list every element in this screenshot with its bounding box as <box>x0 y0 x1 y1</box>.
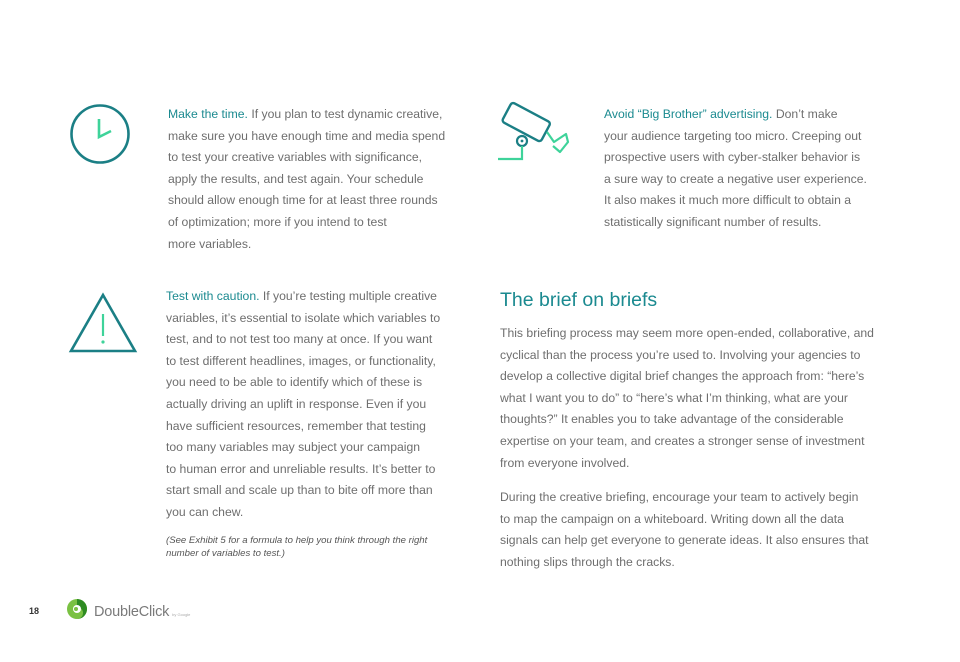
doubleclick-logo <box>66 598 190 625</box>
warning-icon <box>68 292 138 359</box>
doubleclick-swirl-icon <box>66 598 88 625</box>
brief-paragraph-1: This briefing process may seem more open-ended, collaborative, and cyclical than the process you’re used to. Involving your agencies to develop a collective digital brief changes the approach from: “here’s what I want you to do” to “here’s what I’m thinking, what are your thoughts?” It enables you to take advantage of the considerable expertise on your team, and creates a stronger sense of investment from everyone involved. <box>500 326 874 470</box>
big-brother-lead: Avoid “Big Brother” advertising. <box>604 107 773 121</box>
make-time-lead: Make the time. <box>168 107 248 121</box>
make-time-paragraph: Make the time. If you plan to test dynamic creative, make sure you have enough time and media spend to test your creative variables with significance, apply the results, and test again. Your schedule should allow enough time for at least three rounds of optimization; more if you intend to test more variables. <box>168 107 446 251</box>
caution-paragraph: Test with caution. If you’re testing multiple creative variables, it’s essential to isolate which variables to test, and to not test too many at once. If you want to test different headlines, images, or functionality, you need to be able to identify which of these is actually driving an uplift in response. Even if you have sufficient resources, remember that testing too many variables may subject your campaign to human error and unreliable results. It’s better to start small and scale up than to bite off more than you can chew. <box>166 289 441 519</box>
big-brother-paragraph: Avoid “Big Brother” advertising. Don’t make your audience targeting too micro. Creeping out prospective users with cyber-stalker behavior is a sure way to create a negative user experience. It also makes it much more difficult to obtain a statistically significant number of results. <box>604 107 867 229</box>
caution-section <box>166 286 466 560</box>
big-brother-section <box>604 104 894 234</box>
brief-section <box>500 289 900 574</box>
make-time-section <box>168 104 468 255</box>
brief-heading: The brief on briefs <box>500 289 658 311</box>
brief-paragraph-2: During the creative briefing, encourage your team to actively begin to map the campaign on a whiteboard. Writing down all the data signals can help get everyone to generate ideas. It also ensures that nothing slips through the cracks. <box>500 490 869 569</box>
security-camera-icon <box>494 100 578 171</box>
page-number: 18 <box>29 606 40 616</box>
brand-sub: by Google <box>172 611 191 617</box>
clock-icon <box>69 103 131 170</box>
brand-name: DoubleClick <box>94 603 170 620</box>
exhibit-note: (See Exhibit 5 for a formula to help you think through the right number of variables to test.) <box>166 534 428 559</box>
caution-lead: Test with caution. <box>166 289 260 303</box>
